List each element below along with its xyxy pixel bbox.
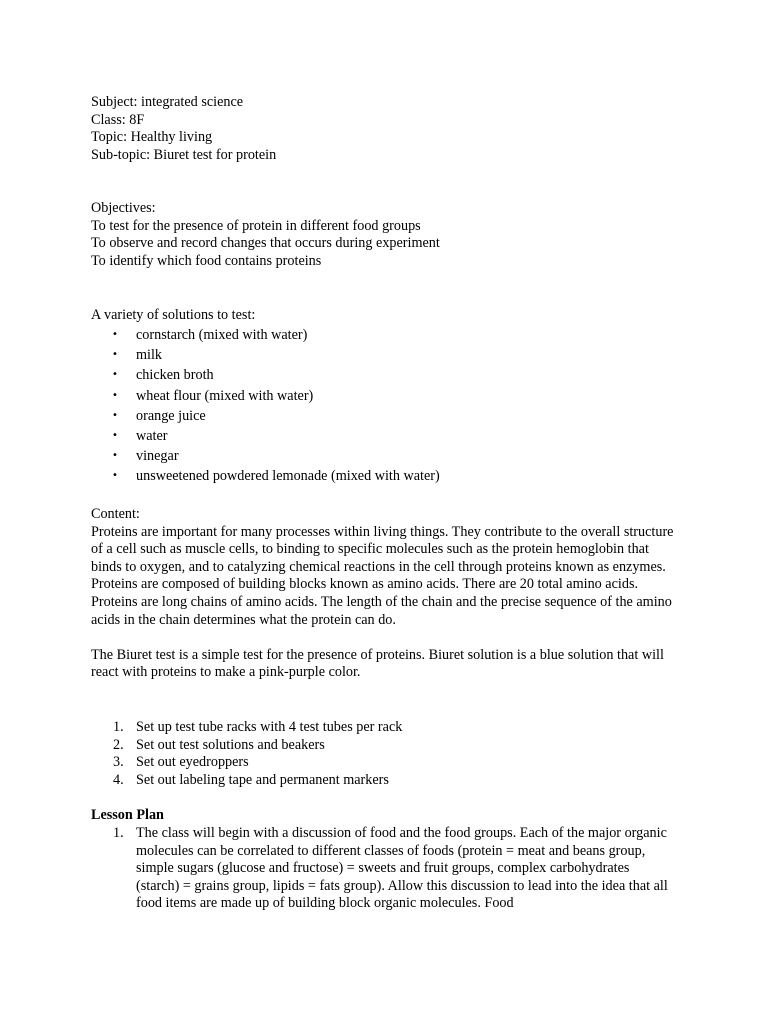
lesson-plan-list (91, 825, 671, 913)
bullet-icon: • (112, 409, 118, 421)
solution-item (91, 386, 691, 406)
biuret-paragraph: The Biuret test is a simple test for the presence of proteins. Biuret solution is a blue solution that will react with proteins to make a pink-purple color. (91, 646, 664, 681)
bullet-icon: • (112, 429, 118, 441)
solution-item (91, 446, 691, 466)
solutions-list (91, 325, 691, 487)
lesson-plan-heading: Lesson Plan (91, 807, 164, 823)
setup-step (91, 719, 691, 737)
solution-text: milk (136, 347, 163, 364)
step-text: Set up test tube racks with 4 test tubes per rack (136, 719, 403, 735)
objective-item: To test for the presence of protein in different food groups (91, 217, 421, 234)
bullet-icon: • (112, 389, 118, 401)
solution-item (91, 406, 691, 426)
bullet-icon: • (112, 450, 118, 462)
subject-line: Subject: integrated science (91, 94, 244, 110)
objective-item: To identify which food contains proteins (91, 252, 322, 269)
class-line: Class: 8F (91, 111, 145, 128)
topic-line: Topic: Healthy living (91, 129, 213, 146)
objectives-section (91, 200, 691, 270)
bullet-icon: • (112, 329, 118, 340)
document-header (91, 94, 691, 164)
lesson-item-number: 1. (113, 825, 124, 841)
solution-item (91, 426, 691, 446)
subtopic-line: Sub-topic: Biuret test for protein (91, 146, 277, 163)
step-text: Set out labeling tape and permanent markers (136, 772, 389, 789)
content-paragraph: Proteins are important for many processes within living things. They contribute to the overall structure of a cell such as muscle cells, to binding to specific molecules such as the protein hemoglobin that binds to oxygen, and to catalyzing chemical reactions in the cell through proteins known as enzymes. Proteins are composed of building blocks known as amino acids. There are 20 total amino acids. Proteins are long chains of amino acids. The length of the chain and the precise sequence of the amino acids in the chain determines what the protein can do. (91, 523, 674, 628)
objectives-heading: Objectives: (91, 200, 156, 216)
step-text: Set out eyedroppers (136, 754, 249, 771)
solution-item (91, 345, 691, 365)
solutions-heading: A variety of solutions to test: (91, 307, 256, 323)
bullet-icon: • (112, 349, 118, 361)
setup-step (91, 772, 691, 790)
solution-item (91, 365, 691, 385)
setup-steps-list (91, 719, 691, 790)
solution-text: cornstarch (mixed with water) (136, 327, 308, 343)
step-number: 2. (113, 736, 124, 753)
step-number: 1. (113, 719, 124, 735)
solution-item (91, 325, 691, 345)
solution-text: wheat flour (mixed with water) (136, 387, 314, 404)
bullet-icon: • (112, 369, 118, 381)
step-number: 4. (113, 772, 124, 789)
step-number: 3. (113, 754, 124, 771)
lesson-plan-item (91, 825, 671, 913)
solution-item (91, 466, 691, 486)
content-heading: Content: (91, 506, 140, 522)
solution-text: orange juice (136, 407, 206, 424)
lesson-item-text: The class will begin with a discussion of food and the food groups. Each of the major organic molecules can be correlated to different classes of foods (protein = meat and beans group, simple sugars (glucose and fructose) = sweets and fruit groups, complex carbohydrates (starch) = grains group, lipids = fats group). Allow this discussion to lead into the idea that all food items are made up of building block organic molecules. Food (136, 825, 668, 912)
solution-text: chicken broth (136, 367, 214, 384)
bullet-icon: • (112, 470, 118, 482)
content-section (91, 506, 681, 682)
solution-text: unsweetened powdered lemonade (mixed with water) (136, 468, 440, 485)
setup-step (91, 754, 691, 772)
solution-text: water (136, 427, 168, 444)
setup-step (91, 737, 691, 755)
step-text: Set out test solutions and beakers (136, 736, 325, 753)
solution-text: vinegar (136, 448, 179, 465)
objective-item: To observe and record changes that occurs during experiment (91, 235, 440, 252)
